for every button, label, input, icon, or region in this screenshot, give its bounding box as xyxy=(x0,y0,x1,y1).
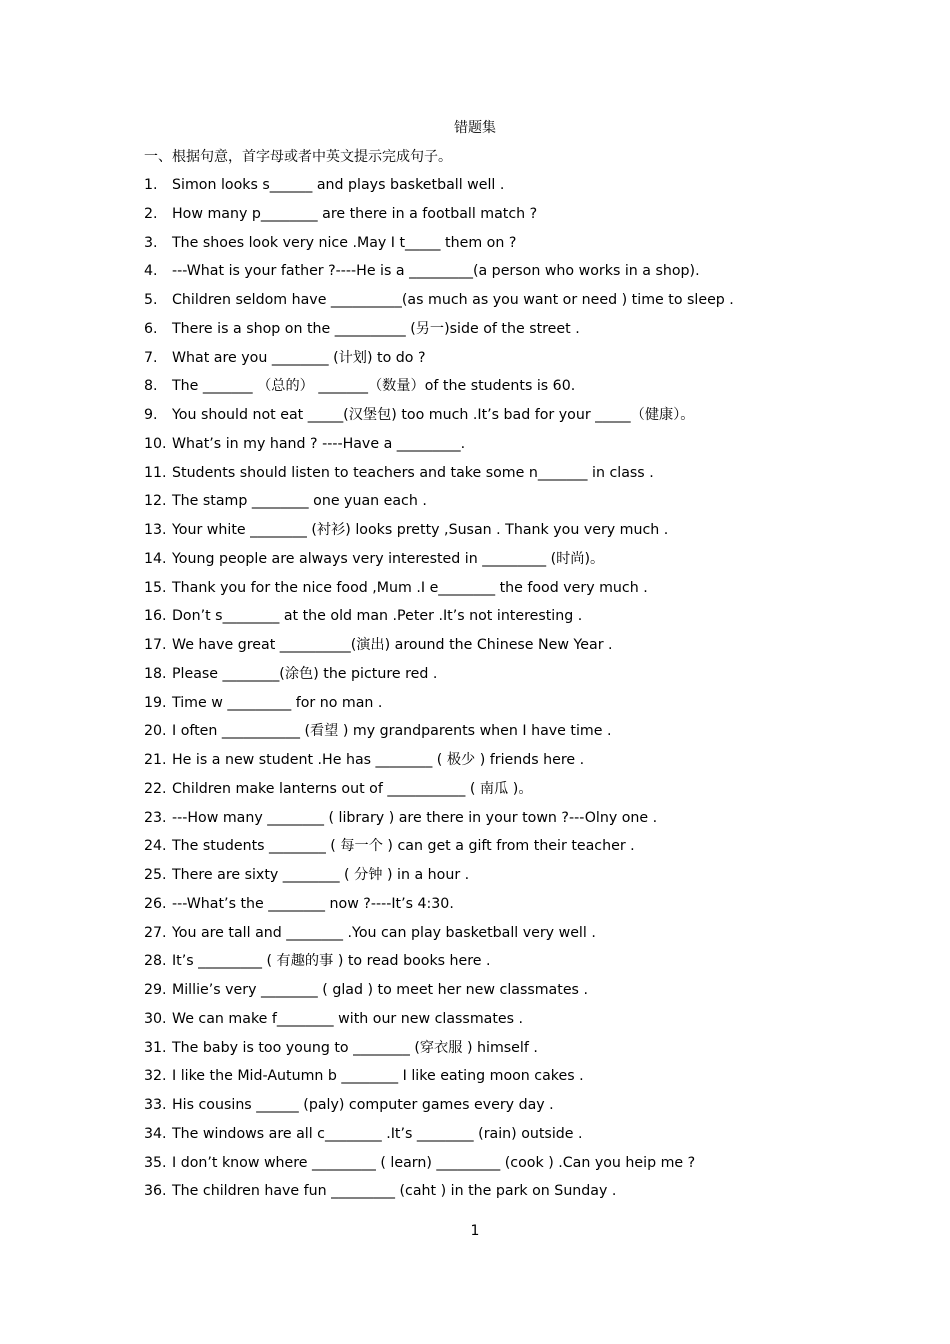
question-text: You are tall and ________ .You can play basketball very well . xyxy=(172,924,596,941)
question-number: 11. xyxy=(144,464,167,481)
question-text: ---What is your father ?----He is a _________(a person who works in a shop). xyxy=(172,263,700,280)
question-number: 7. xyxy=(144,349,158,366)
question-item xyxy=(144,405,824,434)
question-item xyxy=(144,434,824,463)
question-text: ---How many ________ ( library ) are there in your town ?---Olny one . xyxy=(172,809,658,826)
question-number: 29. xyxy=(144,982,167,998)
question-text: ---What’s the ________ now ?----It’s 4:30. xyxy=(172,895,454,912)
question-item xyxy=(144,233,824,262)
question-number: 4. xyxy=(144,263,158,280)
question-text: I don’t know where _________ ( learn) _________ (cook ) .Can you heip me ? xyxy=(172,1154,696,1171)
question-text: Please ________(涂色) the picture red . xyxy=(172,665,438,682)
question-text: We can make f________ with our new classmates . xyxy=(172,1010,524,1027)
question-number: 35. xyxy=(144,1154,167,1171)
question-item xyxy=(144,635,824,664)
question-item xyxy=(144,1153,824,1182)
question-text: The windows are all c________ .It’s ________ (rain) outside . xyxy=(172,1125,583,1142)
question-number: 8. xyxy=(144,378,158,395)
question-number: 33. xyxy=(144,1097,167,1113)
question-text: It’s _________ ( 有趣的事 ) to read books here . xyxy=(172,953,491,970)
question-item xyxy=(144,549,824,578)
question-item xyxy=(144,693,824,722)
question-text: Children make lanterns out of ___________ ( 南瓜 )。 xyxy=(172,780,533,797)
document-title: 错题集 xyxy=(454,120,496,136)
question-list xyxy=(144,175,824,1210)
question-number: 25. xyxy=(144,867,167,883)
question-text: Simon looks s______ and plays basketball well . xyxy=(172,177,505,193)
question-number: 13. xyxy=(144,522,167,538)
question-item xyxy=(144,664,824,693)
question-text: The shoes look very nice .May I t_____ them on ? xyxy=(172,234,517,251)
question-item xyxy=(144,290,824,319)
question-item xyxy=(144,520,824,549)
question-item xyxy=(144,1066,824,1095)
question-item xyxy=(144,808,824,837)
question-item xyxy=(144,836,824,865)
question-item xyxy=(144,463,824,492)
question-text: What’s in my hand ? ----Have a _________. xyxy=(172,435,466,452)
question-number: 12. xyxy=(144,493,167,510)
question-text: Students should listen to teachers and take some n_______ in class . xyxy=(172,464,654,481)
question-number: 36. xyxy=(144,1183,167,1200)
question-text: His cousins ______ (paly) computer games every day . xyxy=(172,1097,554,1113)
question-number: 34. xyxy=(144,1125,167,1142)
question-number: 18. xyxy=(144,665,167,682)
question-text: There is a shop on the __________ (另一)side of the street . xyxy=(172,320,580,337)
question-item xyxy=(144,606,824,635)
question-number: 15. xyxy=(144,579,167,596)
page-number: 1 xyxy=(470,1223,480,1239)
question-item xyxy=(144,1124,824,1153)
question-number: 19. xyxy=(144,694,167,711)
question-item xyxy=(144,721,824,750)
question-item xyxy=(144,1095,824,1124)
question-item xyxy=(144,894,824,923)
question-number: 23. xyxy=(144,809,167,826)
question-item xyxy=(144,750,824,779)
question-item xyxy=(144,980,824,1009)
question-text: The _______ （总的） _______（数量）of the students is 60. xyxy=(172,378,576,395)
question-number: 17. xyxy=(144,637,167,653)
question-text: Children seldom have __________(as much as you want or need ) time to sleep . xyxy=(172,292,734,308)
question-text: How many p________ are there in a football match ? xyxy=(172,205,538,222)
question-number: 1. xyxy=(144,177,158,193)
question-item xyxy=(144,865,824,894)
question-text: The students ________ ( 每一个 ) can get a gift from their teacher . xyxy=(172,838,635,855)
question-text: Millie’s very ________ ( glad ) to meet her new classmates . xyxy=(172,982,588,998)
question-number: 5. xyxy=(144,292,158,308)
question-number: 26. xyxy=(144,895,167,912)
question-number: 14. xyxy=(144,550,167,567)
question-number: 32. xyxy=(144,1068,167,1085)
question-text: I often ___________ (看望 ) my grandparents when I have time . xyxy=(172,723,612,740)
question-text: Time w _________ for no man . xyxy=(172,694,383,711)
question-number: 2. xyxy=(144,205,158,222)
question-text: What are you ________ (计划) to do ? xyxy=(172,349,426,366)
question-item xyxy=(144,1038,824,1067)
question-text: He is a new student .He has ________ ( 极少 ) friends here . xyxy=(172,752,585,768)
question-text: The baby is too young to ________ (穿衣服 ) himself . xyxy=(172,1039,538,1056)
question-item xyxy=(144,376,824,405)
question-text: Thank you for the nice food ,Mum .I e________ the food very much . xyxy=(172,579,648,596)
question-number: 30. xyxy=(144,1010,167,1027)
question-number: 24. xyxy=(144,838,167,855)
question-number: 3. xyxy=(144,234,158,251)
question-item xyxy=(144,779,824,808)
question-item xyxy=(144,261,824,290)
question-text: I like the Mid-Autumn b ________ I like eating moon cakes . xyxy=(172,1068,584,1085)
question-number: 10. xyxy=(144,435,167,452)
section-heading: 一、根据句意，首字母或者中英文提示完成句子。 xyxy=(144,149,452,165)
question-number: 9. xyxy=(144,407,158,423)
question-item xyxy=(144,175,824,204)
question-number: 20. xyxy=(144,723,167,740)
question-item xyxy=(144,951,824,980)
question-item xyxy=(144,491,824,520)
question-item xyxy=(144,578,824,607)
question-item xyxy=(144,1009,824,1038)
question-text: You should not eat _____(汉堡包) too much .It’s bad for your _____（健康）。 xyxy=(172,407,695,423)
question-number: 22. xyxy=(144,780,167,797)
question-number: 31. xyxy=(144,1039,167,1056)
question-text: Your white ________ (衬衫) looks pretty ,Susan . Thank you very much . xyxy=(172,522,669,538)
question-number: 6. xyxy=(144,320,158,337)
question-number: 16. xyxy=(144,608,167,625)
question-item xyxy=(144,1181,824,1210)
question-number: 28. xyxy=(144,953,167,970)
question-number: 21. xyxy=(144,752,167,768)
question-item xyxy=(144,319,824,348)
question-text: Don’t s________ at the old man .Peter .It’s not interesting . xyxy=(172,608,583,625)
question-text: There are sixty ________ ( 分钟 ) in a hour . xyxy=(172,867,470,883)
question-number: 27. xyxy=(144,924,167,941)
question-text: The children have fun _________ (caht ) in the park on Sunday . xyxy=(172,1183,617,1200)
question-item xyxy=(144,204,824,233)
question-item xyxy=(144,348,824,377)
question-text: Young people are always very interested in _________ (时尚)。 xyxy=(172,550,605,567)
question-text: The stamp ________ one yuan each . xyxy=(172,493,427,510)
question-text: We have great __________(演出) around the Chinese New Year . xyxy=(172,637,613,653)
question-item xyxy=(144,923,824,952)
